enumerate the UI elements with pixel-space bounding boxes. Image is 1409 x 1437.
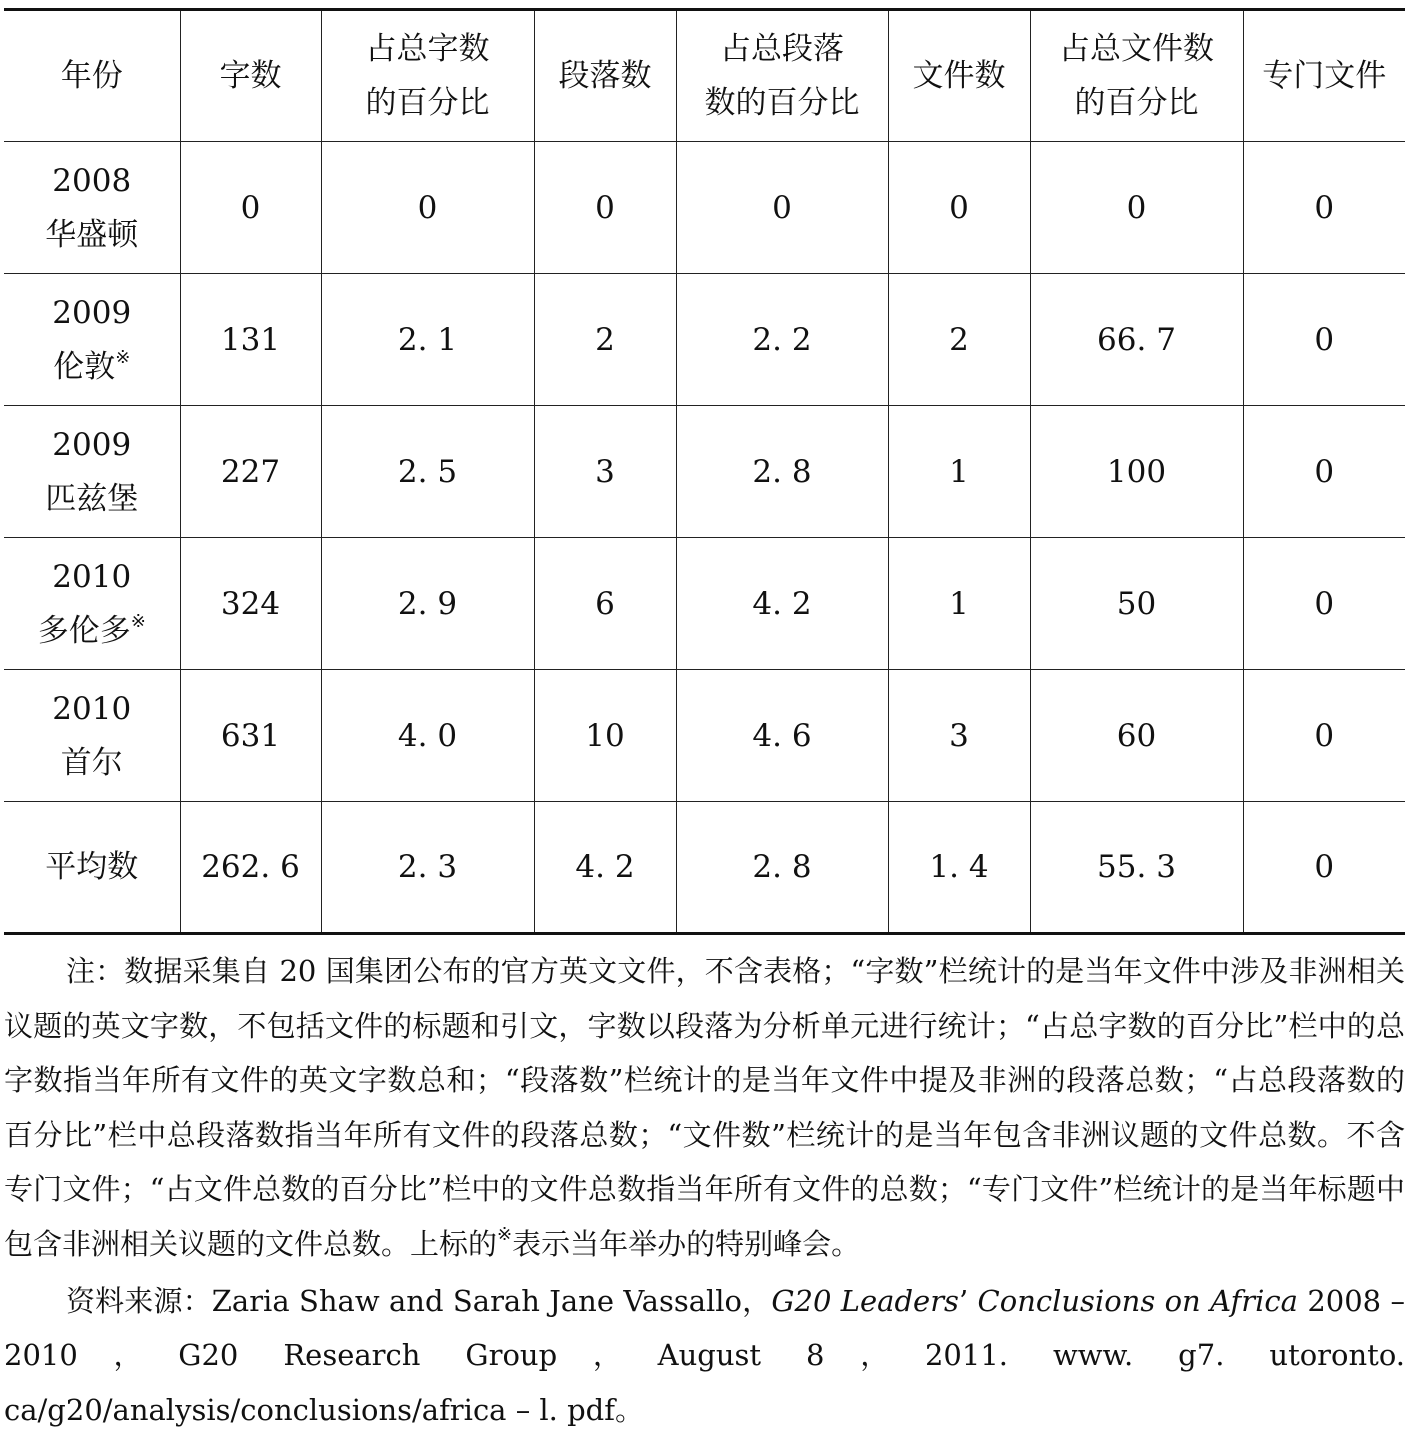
table-cell: 2. 5 [321,406,534,538]
table-cell: 0 [1243,406,1405,538]
table-row [4,538,1405,670]
header-word-percent: 占总字数 的百分比 [321,10,534,142]
header-document-count: 文件数 [888,10,1030,142]
table-cell: 0 [1030,142,1243,274]
header-paragraph-percent: 占总段落 数的百分比 [676,10,888,142]
table-cell: 50 [1030,538,1243,670]
header-year: 年份 [4,10,180,142]
table-cell: 4. 0 [321,670,534,802]
table-cell: 0 [534,142,676,274]
table-cell: 0 [321,142,534,274]
table-cell: 2. 1 [321,274,534,406]
table-cell: 3 [888,670,1030,802]
table-cell: 2. 8 [676,406,888,538]
source-paragraph: 资料来源：Zaria Shaw and Sarah Jane Vassallo，G20 Leaders’ Conclusions on Africa 2008 – 2010，G20 Research Group，August 8，2011. www. g7. utoronto. ca/g20/analysis/conclusions/africa – l. pdf。 [4,1283,1405,1427]
table-cell: 66. 7 [1030,274,1243,406]
year-cell: 2010 首尔 [4,670,180,802]
table-notes [4,944,1405,1437]
table-cell: 2. 2 [676,274,888,406]
table-cell: 4. 6 [676,670,888,802]
header-dedicated-documents: 专门文件 [1243,10,1405,142]
table-cell: 0 [676,142,888,274]
header-word-count: 字数 [180,10,321,142]
average-row [4,802,1405,934]
table-cell: 1 [888,538,1030,670]
table-cell: 55. 3 [1030,802,1243,934]
table-cell: 0 [888,142,1030,274]
header-document-percent: 占总文件数 的百分比 [1030,10,1243,142]
header-paragraph-count: 段落数 [534,10,676,142]
average-label: 平均数 [4,802,180,934]
note-paragraph: 注：数据采集自 20 国集团公布的官方英文文件，不含表格；“字数”栏统计的是当年文件中涉及非洲相关议题的英文字数，不包括文件的标题和引文，字数以段落为分析单元进行统计；“占总字数的百分比”栏中的总字数指当年所有文件的英文字数总和；“段落数”栏统计的是当年文件中提及非洲的段落总数；“占总段落数的百分比”栏中总段落数指当年所有文件的段落总数；“文件数”栏统计的是当年包含非洲议题的文件总数。不含专门文件；“占文件总数的百分比”栏中的文件总数指当年所有文件的总数；“专门文件”栏统计的是当年标题中包含非洲相关议题的文件总数。上标的※表示当年举办的特别峰会。 [4,954,1405,1261]
table-cell: 0 [1243,274,1405,406]
table-cell: 2. 9 [321,538,534,670]
year-cell: 2009 伦敦※ [4,274,180,406]
table-row [4,142,1405,274]
table-cell: 2 [534,274,676,406]
table-cell: 227 [180,406,321,538]
year-cell: 2010 多伦多※ [4,538,180,670]
table-cell: 2. 3 [321,802,534,934]
table-cell: 0 [180,142,321,274]
table-cell: 4. 2 [676,538,888,670]
table-cell: 131 [180,274,321,406]
table-cell: 1 [888,406,1030,538]
table-cell: 60 [1030,670,1243,802]
table-cell: 0 [1243,142,1405,274]
table-cell: 324 [180,538,321,670]
special-summit-mark: ※ [497,1223,513,1245]
table-row [4,406,1405,538]
table-cell: 0 [1243,538,1405,670]
table-cell: 1. 4 [888,802,1030,934]
year-cell: 2008 华盛顿 [4,142,180,274]
table-cell: 631 [180,670,321,802]
table-cell: 262. 6 [180,802,321,934]
table-cell: 10 [534,670,676,802]
header-row [4,10,1405,142]
table-cell: 4. 2 [534,802,676,934]
table-cell: 0 [1243,670,1405,802]
table-cell: 100 [1030,406,1243,538]
table-cell: 6 [534,538,676,670]
table-cell: 3 [534,406,676,538]
statistics-table [4,8,1405,935]
table-cell: 0 [1243,802,1405,934]
table-cell: 2. 8 [676,802,888,934]
year-cell: 2009 匹兹堡 [4,406,180,538]
table-cell: 2 [888,274,1030,406]
table-row [4,670,1405,802]
table-row [4,274,1405,406]
